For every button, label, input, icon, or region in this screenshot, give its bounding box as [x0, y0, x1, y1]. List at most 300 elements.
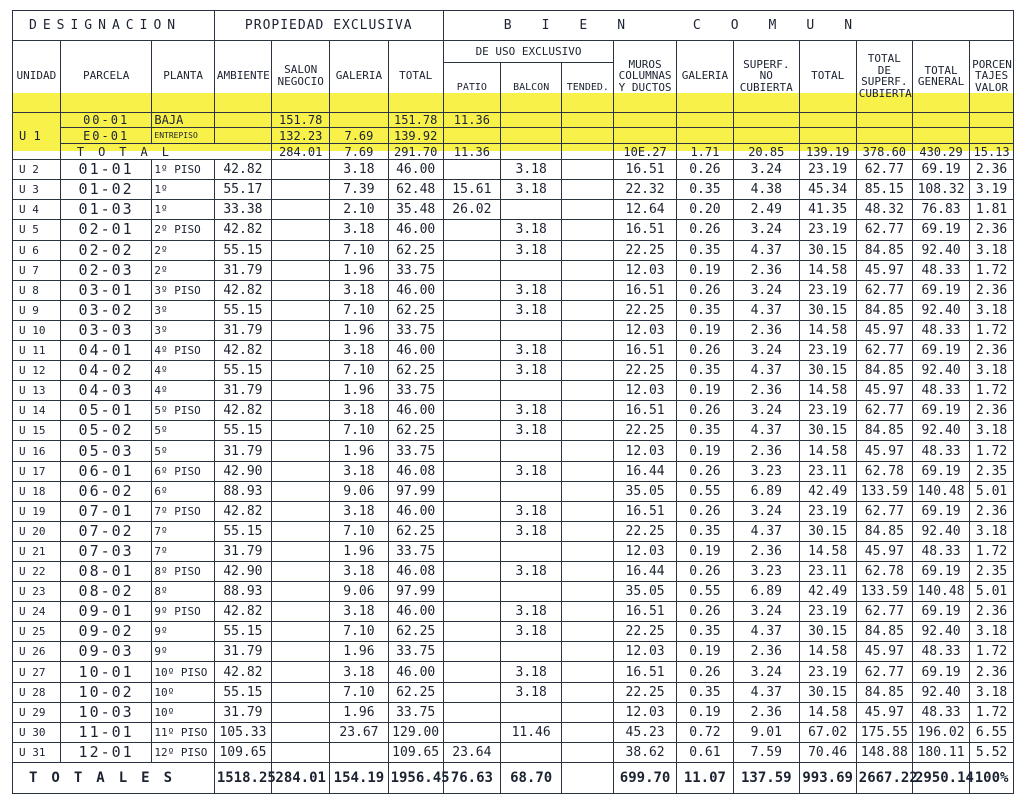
- galeria-cell: 1.96: [330, 381, 388, 401]
- total-general-cell: 69.19: [912, 340, 969, 360]
- patio-cell: [443, 260, 500, 280]
- tendedero-cell: [562, 642, 614, 662]
- galeria-comun-cell: 0.61: [676, 742, 733, 762]
- balcon-cell: 3.18: [500, 240, 561, 260]
- patio-cell: [443, 280, 500, 300]
- unit-label: U 31: [13, 742, 61, 762]
- total-comun-cell: 23.19: [799, 340, 856, 360]
- total-cubierta-cell: 45.97: [856, 381, 912, 401]
- planta-cell: 9º: [152, 622, 214, 642]
- unit1-salon: 151.78: [272, 112, 330, 128]
- total-comun-cell: 30.15: [799, 240, 856, 260]
- balcon-cell: [500, 702, 561, 722]
- units-table: [12, 10, 1014, 794]
- tendedero-cell: [562, 722, 614, 742]
- col-total-cubierta: TOTAL DE SUPERF. CUBIERTA: [856, 40, 912, 112]
- balcon-cell: [500, 441, 561, 461]
- muros-cell: 16.51: [614, 220, 676, 240]
- salon-cell: [272, 280, 330, 300]
- table-row: [13, 340, 1014, 360]
- balcon-cell: [500, 481, 561, 501]
- planta-cell: 9º: [152, 642, 214, 662]
- ambiente-cell: 42.90: [214, 461, 271, 481]
- patio-cell: [443, 662, 500, 682]
- table-row: [13, 361, 1014, 381]
- tendedero-cell: [562, 602, 614, 622]
- total-cubierta-cell: 62.77: [856, 662, 912, 682]
- total-general-cell: 48.33: [912, 320, 969, 340]
- total-general-cell: 69.19: [912, 160, 969, 180]
- unit-label: U 16: [13, 441, 61, 461]
- total-comun-cell: 23.11: [799, 562, 856, 582]
- salon-cell: [272, 220, 330, 240]
- table-row: [13, 521, 1014, 541]
- planta-cell: 3º: [152, 300, 214, 320]
- unit-label: U 28: [13, 682, 61, 702]
- galeria-cell: 7.10: [330, 300, 388, 320]
- superf-cell: 4.38: [734, 180, 800, 200]
- parcela-cell: 03-01: [60, 280, 152, 300]
- parcela-cell: 01-02: [60, 180, 152, 200]
- parcela-cell: 03-03: [60, 320, 152, 340]
- balcon-cell: 3.18: [500, 521, 561, 541]
- tendedero-cell: [562, 381, 614, 401]
- patio-cell: [443, 501, 500, 521]
- ambiente-cell: 42.82: [214, 160, 271, 180]
- tendedero-cell: [562, 501, 614, 521]
- table-row: [13, 642, 1014, 662]
- salon-cell: [272, 160, 330, 180]
- planta-cell: 4º PISO: [152, 340, 214, 360]
- patio-cell: [443, 602, 500, 622]
- salon-cell: [272, 662, 330, 682]
- total-comun-cell: 70.46: [799, 742, 856, 762]
- total-cell: 62.25: [388, 240, 443, 260]
- total-comun-cell: 41.35: [799, 200, 856, 220]
- total-cubierta-cell: 62.77: [856, 401, 912, 421]
- tendedero-cell: [562, 622, 614, 642]
- tendedero-cell: [562, 240, 614, 260]
- col-galeria: GALERIA: [330, 40, 388, 112]
- total-comun-cell: 45.34: [799, 180, 856, 200]
- table-row: [13, 220, 1014, 240]
- unit-label: U 18: [13, 481, 61, 501]
- col-parcela: PARCELA: [60, 40, 152, 112]
- col-patio: PATIO: [443, 62, 500, 112]
- total-cell: 62.25: [388, 300, 443, 320]
- planta-cell: 6º: [152, 481, 214, 501]
- unit-label: U 5: [13, 220, 61, 240]
- ambiente-cell: 42.90: [214, 562, 271, 582]
- galeria-cell: 3.18: [330, 220, 388, 240]
- salon-cell: [272, 180, 330, 200]
- total-comun-cell: 23.19: [799, 501, 856, 521]
- planta-cell: 10º: [152, 702, 214, 722]
- patio-cell: [443, 160, 500, 180]
- totals-galeria: 154.19: [330, 762, 388, 793]
- table-row: [13, 541, 1014, 561]
- total-comun-cell: 23.19: [799, 160, 856, 180]
- parcela-cell: 02-03: [60, 260, 152, 280]
- patio-cell: [443, 682, 500, 702]
- salon-cell: [272, 240, 330, 260]
- total-cell: 35.48: [388, 200, 443, 220]
- patio-cell: [443, 421, 500, 441]
- muros-cell: 22.32: [614, 180, 676, 200]
- planta-cell: 3º PISO: [152, 280, 214, 300]
- porcentaje-cell: 1.72: [970, 702, 1014, 722]
- tendedero-cell: [562, 280, 614, 300]
- planta-cell: 7º: [152, 541, 214, 561]
- total-comun-cell: 30.15: [799, 300, 856, 320]
- galeria-comun-cell: 0.26: [676, 220, 733, 240]
- galeria-comun-cell: 0.19: [676, 702, 733, 722]
- tendedero-cell: [562, 461, 614, 481]
- total-comun-cell: 23.19: [799, 662, 856, 682]
- superf-cell: 2.36: [734, 441, 800, 461]
- total-general-cell: 48.33: [912, 702, 969, 722]
- galeria-cell: 3.18: [330, 602, 388, 622]
- galeria-comun-cell: 0.35: [676, 180, 733, 200]
- table-row: [13, 180, 1014, 200]
- balcon-cell: 3.18: [500, 340, 561, 360]
- muros-cell: 12.03: [614, 441, 676, 461]
- totals-superf: 137.59: [734, 762, 800, 793]
- planta-cell: 5º PISO: [152, 401, 214, 421]
- unit1-total-salon: 284.01: [272, 144, 330, 160]
- table-row: [13, 501, 1014, 521]
- galeria-comun-cell: 0.26: [676, 340, 733, 360]
- tendedero-cell: [562, 521, 614, 541]
- total-comun-cell: 14.58: [799, 381, 856, 401]
- total-cubierta-cell: 45.97: [856, 702, 912, 722]
- ambiente-cell: 55.17: [214, 180, 271, 200]
- salon-cell: [272, 200, 330, 220]
- total-general-cell: 108.32: [912, 180, 969, 200]
- totals-label: TOTALES: [13, 762, 215, 793]
- unit-label: U 27: [13, 662, 61, 682]
- total-general-cell: 69.19: [912, 220, 969, 240]
- total-cubierta-cell: 62.77: [856, 340, 912, 360]
- parcela-cell: 11-01: [60, 722, 152, 742]
- total-comun-cell: 14.58: [799, 320, 856, 340]
- galeria-comun-cell: 0.72: [676, 722, 733, 742]
- salon-cell: [272, 582, 330, 602]
- galeria-cell: 1.96: [330, 642, 388, 662]
- unit-label: U 25: [13, 622, 61, 642]
- galeria-comun-cell: 0.26: [676, 160, 733, 180]
- unit1-total-total: 291.70: [388, 144, 443, 160]
- balcon-cell: 11.46: [500, 722, 561, 742]
- galeria-comun-cell: 0.26: [676, 401, 733, 421]
- ambiente-cell: 31.79: [214, 702, 271, 722]
- total-cubierta-cell: 45.97: [856, 541, 912, 561]
- header-row-1: [13, 11, 1014, 41]
- galeria-comun-cell: 0.35: [676, 521, 733, 541]
- galeria-comun-cell: 0.35: [676, 300, 733, 320]
- patio-cell: [443, 722, 500, 742]
- galeria-comun-cell: 0.26: [676, 501, 733, 521]
- ambiente-cell: 42.82: [214, 602, 271, 622]
- porcentaje-cell: 1.72: [970, 642, 1014, 662]
- table-row: [13, 582, 1014, 602]
- unit-label: U 2: [13, 160, 61, 180]
- superf-cell: 7.59: [734, 742, 800, 762]
- porcentaje-cell: 1.72: [970, 320, 1014, 340]
- salon-cell: [272, 501, 330, 521]
- tendedero-cell: [562, 180, 614, 200]
- col-muros: MUROS COLUMNAS Y DUCTOS: [614, 40, 676, 112]
- superf-cell: 3.23: [734, 562, 800, 582]
- planta-cell: 1º: [152, 180, 214, 200]
- total-cubierta-cell: 62.77: [856, 602, 912, 622]
- balcon-cell: 3.18: [500, 421, 561, 441]
- total-cubierta-cell: 175.55: [856, 722, 912, 742]
- ambiente-cell: 55.15: [214, 682, 271, 702]
- muros-cell: 12.03: [614, 381, 676, 401]
- muros-cell: 12.64: [614, 200, 676, 220]
- total-general-cell: 92.40: [912, 682, 969, 702]
- total-general-cell: 180.11: [912, 742, 969, 762]
- superf-cell: 3.24: [734, 602, 800, 622]
- uso-exclusivo-header: DE USO EXCLUSIVO: [443, 40, 614, 62]
- total-comun-cell: 14.58: [799, 642, 856, 662]
- tendedero-cell: [562, 361, 614, 381]
- muros-cell: 22.25: [614, 300, 676, 320]
- ambiente-cell: 42.82: [214, 280, 271, 300]
- balcon-cell: 3.18: [500, 622, 561, 642]
- planta-cell: 1º PISO: [152, 160, 214, 180]
- propiedad-header: PROPIEDAD EXCLUSIVA: [214, 11, 443, 41]
- unit-label: U 10: [13, 320, 61, 340]
- total-comun-cell: 23.19: [799, 280, 856, 300]
- ambiente-cell: 88.93: [214, 582, 271, 602]
- patio-cell: [443, 240, 500, 260]
- parcela-cell: 10-03: [60, 702, 152, 722]
- unit1-row-baja: [13, 112, 1014, 128]
- total-cell: 97.99: [388, 582, 443, 602]
- tendedero-cell: [562, 220, 614, 240]
- balcon-cell: [500, 381, 561, 401]
- salon-cell: [272, 461, 330, 481]
- tendedero-cell: [562, 541, 614, 561]
- totals-ambiente: 1518.25: [214, 762, 271, 793]
- porcentaje-cell: 5.01: [970, 481, 1014, 501]
- tendedero-cell: [562, 260, 614, 280]
- superf-cell: 2.36: [734, 702, 800, 722]
- total-cell: 33.75: [388, 702, 443, 722]
- unit-label: U 21: [13, 541, 61, 561]
- total-comun-cell: 30.15: [799, 622, 856, 642]
- balcon-cell: 3.18: [500, 361, 561, 381]
- balcon-cell: [500, 320, 561, 340]
- porcentaje-cell: 1.72: [970, 260, 1014, 280]
- total-cell: 46.08: [388, 461, 443, 481]
- header-row-2: [13, 40, 1014, 62]
- patio-cell: [443, 300, 500, 320]
- col-tendedero: TENDED.: [562, 62, 614, 112]
- table-row: [13, 280, 1014, 300]
- muros-cell: 16.44: [614, 562, 676, 582]
- tendedero-cell: [562, 562, 614, 582]
- galeria-comun-cell: 0.26: [676, 461, 733, 481]
- parcela-cell: 02-02: [60, 240, 152, 260]
- porcentaje-cell: 1.72: [970, 441, 1014, 461]
- total-comun-cell: 23.19: [799, 220, 856, 240]
- galeria-cell: [330, 742, 388, 762]
- table-row: [13, 702, 1014, 722]
- parcela-cell: 04-01: [60, 340, 152, 360]
- muros-cell: 22.25: [614, 682, 676, 702]
- galeria-comun-cell: 0.55: [676, 481, 733, 501]
- ambiente-cell: 42.82: [214, 340, 271, 360]
- unit1-total-cubierta: 378.60: [856, 144, 912, 160]
- parcela-cell: 12-01: [60, 742, 152, 762]
- muros-cell: 22.25: [614, 421, 676, 441]
- parcela-cell: 06-02: [60, 481, 152, 501]
- col-balcon: BALCON: [500, 62, 561, 112]
- total-general-cell: 92.40: [912, 622, 969, 642]
- unit-label: U 13: [13, 381, 61, 401]
- galeria-cell: 1.96: [330, 541, 388, 561]
- galeria-cell: 3.18: [330, 461, 388, 481]
- galeria-cell: 9.06: [330, 582, 388, 602]
- salon-cell: [272, 421, 330, 441]
- superf-cell: 9.01: [734, 722, 800, 742]
- unit1-patio: 11.36: [443, 112, 500, 128]
- galeria-cell: 7.39: [330, 180, 388, 200]
- porcentaje-cell: 2.36: [970, 501, 1014, 521]
- total-comun-cell: 30.15: [799, 421, 856, 441]
- superf-cell: 2.36: [734, 642, 800, 662]
- patio-cell: 23.64: [443, 742, 500, 762]
- total-cell: 46.00: [388, 280, 443, 300]
- total-general-cell: 196.02: [912, 722, 969, 742]
- total-comun-cell: 30.15: [799, 521, 856, 541]
- total-cell: 62.25: [388, 622, 443, 642]
- total-general-cell: 69.19: [912, 602, 969, 622]
- ambiente-cell: 55.15: [214, 521, 271, 541]
- unit1-label: U 1: [13, 112, 61, 160]
- porcentaje-cell: 5.01: [970, 582, 1014, 602]
- porcentaje-cell: 2.35: [970, 461, 1014, 481]
- parcela-cell: 01-03: [60, 200, 152, 220]
- parcela-cell: 06-01: [60, 461, 152, 481]
- parcela-cell: 08-01: [60, 562, 152, 582]
- col-total: TOTAL: [388, 40, 443, 112]
- planta-cell: 9º PISO: [152, 602, 214, 622]
- ambiente-cell: 55.15: [214, 361, 271, 381]
- galeria-cell: 7.10: [330, 622, 388, 642]
- total-general-cell: 69.19: [912, 562, 969, 582]
- total-cell: 97.99: [388, 481, 443, 501]
- salon-cell: [272, 260, 330, 280]
- galeria-cell: 3.18: [330, 280, 388, 300]
- superf-cell: 4.37: [734, 361, 800, 381]
- muros-cell: 16.51: [614, 340, 676, 360]
- salon-cell: [272, 441, 330, 461]
- total-cell: 109.65: [388, 742, 443, 762]
- porcentaje-cell: 2.36: [970, 602, 1014, 622]
- totals-total-comun: 993.69: [799, 762, 856, 793]
- balcon-cell: 3.18: [500, 461, 561, 481]
- patio-cell: [443, 340, 500, 360]
- parcela-cell: 07-01: [60, 501, 152, 521]
- totals-balcon: 68.70: [500, 762, 561, 793]
- patio-cell: [443, 521, 500, 541]
- salon-cell: [272, 401, 330, 421]
- tendedero-cell: [562, 340, 614, 360]
- table-row: [13, 260, 1014, 280]
- total-comun-cell: 14.58: [799, 441, 856, 461]
- ambiente-cell: 33.38: [214, 200, 271, 220]
- table-row: [13, 160, 1014, 180]
- table-row: [13, 722, 1014, 742]
- porcentaje-cell: 2.36: [970, 220, 1014, 240]
- salon-cell: [272, 642, 330, 662]
- unit-label: U 9: [13, 300, 61, 320]
- total-cell: 46.08: [388, 562, 443, 582]
- planta-cell: 7º PISO: [152, 501, 214, 521]
- galeria-cell: 3.18: [330, 662, 388, 682]
- tendedero-cell: [562, 742, 614, 762]
- total-cell: 62.25: [388, 682, 443, 702]
- muros-cell: 12.03: [614, 260, 676, 280]
- porcentaje-cell: 3.19: [970, 180, 1014, 200]
- unit-label: U 20: [13, 521, 61, 541]
- superf-cell: 2.36: [734, 260, 800, 280]
- total-cell: 46.00: [388, 662, 443, 682]
- balcon-cell: 3.18: [500, 562, 561, 582]
- total-comun-cell: 42.49: [799, 481, 856, 501]
- galeria-comun-cell: 0.26: [676, 662, 733, 682]
- muros-cell: 16.51: [614, 401, 676, 421]
- parcela-cell: 05-01: [60, 401, 152, 421]
- porcentaje-cell: 2.36: [970, 280, 1014, 300]
- totals-row: [13, 762, 1014, 793]
- galeria-comun-cell: 0.19: [676, 381, 733, 401]
- muros-cell: 22.25: [614, 521, 676, 541]
- total-general-cell: 48.33: [912, 260, 969, 280]
- parcela-cell: 03-02: [60, 300, 152, 320]
- galeria-cell: 23.67: [330, 722, 388, 742]
- unit-label: U 22: [13, 562, 61, 582]
- unit-label: U 8: [13, 280, 61, 300]
- balcon-cell: 3.18: [500, 220, 561, 240]
- total-cell: 46.00: [388, 160, 443, 180]
- superf-cell: 4.37: [734, 622, 800, 642]
- unit1-salon: 132.23: [272, 128, 330, 144]
- parcela-cell: 09-03: [60, 642, 152, 662]
- superf-cell: 2.36: [734, 541, 800, 561]
- porcentaje-cell: 3.18: [970, 300, 1014, 320]
- parcela-cell: 04-02: [60, 361, 152, 381]
- salon-cell: [272, 361, 330, 381]
- ambiente-cell: 31.79: [214, 441, 271, 461]
- muros-cell: 22.25: [614, 622, 676, 642]
- total-general-cell: 48.33: [912, 441, 969, 461]
- total-general-cell: 92.40: [912, 300, 969, 320]
- superf-cell: 6.89: [734, 582, 800, 602]
- unit-label: U 29: [13, 702, 61, 722]
- parcela-cell: 08-02: [60, 582, 152, 602]
- superf-cell: 6.89: [734, 481, 800, 501]
- balcon-cell: 3.18: [500, 300, 561, 320]
- balcon-cell: 3.18: [500, 602, 561, 622]
- total-general-cell: 92.40: [912, 421, 969, 441]
- unit-label: U 4: [13, 200, 61, 220]
- tendedero-cell: [562, 682, 614, 702]
